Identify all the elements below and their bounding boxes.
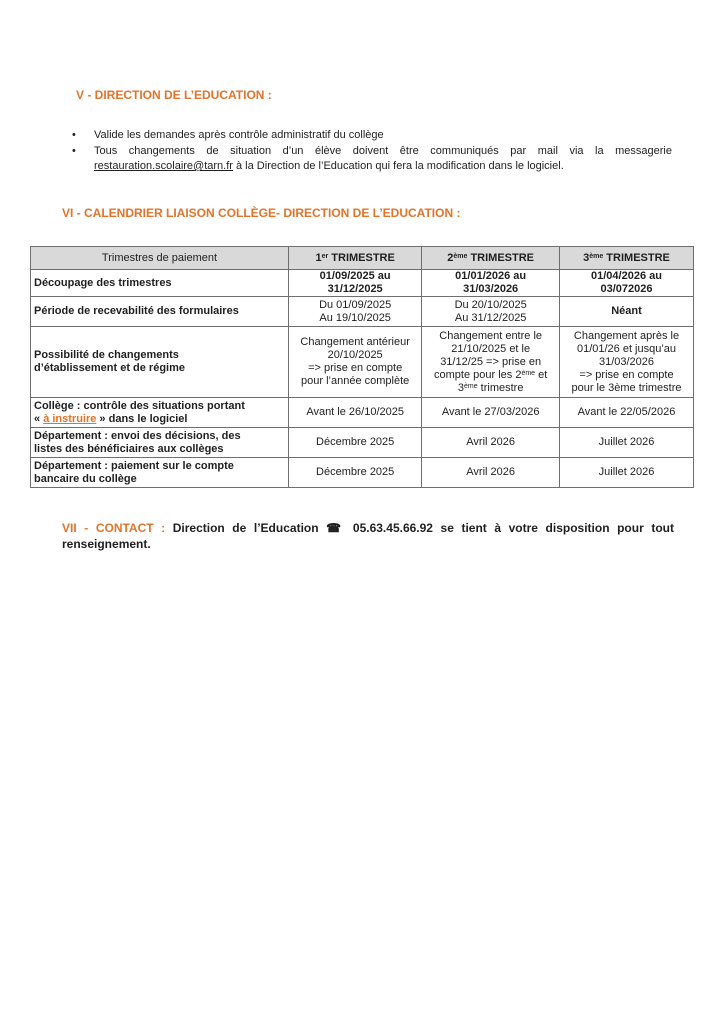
table-cell: Avant le 27/03/2026 <box>422 398 560 428</box>
header-trimestre-3: 3ème TRIMESTRE <box>560 247 694 270</box>
row-label: Possibilité de changements d’établissement et de régime <box>31 327 289 398</box>
table-row <box>31 327 694 398</box>
table-row <box>31 297 694 327</box>
table-cell: Avril 2026 <box>422 458 560 488</box>
email-link[interactable]: restauration.scolaire@tarn.fr <box>94 160 233 172</box>
table-cell: Juillet 2026 <box>560 458 694 488</box>
table-cell: Avril 2026 <box>422 428 560 458</box>
table-cell: Du 01/09/2025 Au 19/10/2025 <box>289 297 422 327</box>
table-cell: Changement entre le 21/10/2025 et le 31/12/25 => prise en compte pour les 2ème et 3ème trimestre <box>422 327 560 398</box>
row-label: Découpage des trimestres <box>31 270 289 297</box>
section-vii-title: VII - CONTACT : <box>62 521 166 535</box>
table-row <box>31 458 694 488</box>
table-cell: 01/01/2026 au 31/03/2026 <box>422 270 560 297</box>
table-cell: Juillet 2026 <box>560 428 694 458</box>
table-cell: Avant le 26/10/2025 <box>289 398 422 428</box>
section-vii-contact: VII - CONTACT : Direction de l’Education ☎ 05.63.45.66.92 se tient à votre disposition pour tout renseignement. <box>62 521 674 551</box>
table-cell: Avant le 22/05/2026 <box>560 398 694 428</box>
section-v-bullets <box>72 128 672 175</box>
row-label: Période de recevabilité des formulaires <box>31 297 289 327</box>
a-instruire-link: à instruire <box>43 412 97 425</box>
table-row <box>31 428 694 458</box>
row-label: Département : paiement sur le compte bancaire du collège <box>31 458 289 488</box>
header-trimestre-1: 1er TRIMESTRE <box>289 247 422 270</box>
table-cell: 01/09/2025 au 31/12/2025 <box>289 270 422 297</box>
table-cell: 01/04/2026 au 03/072026 <box>560 270 694 297</box>
table-header-row <box>31 247 694 270</box>
bullet-item <box>72 128 672 143</box>
bullet-text: Valide les demandes après contrôle administratif du collège <box>94 129 384 141</box>
row-label: Collège : contrôle des situations portant « à instruire » dans le logiciel <box>31 398 289 428</box>
phone-icon: ☎ <box>326 521 346 535</box>
table-cell: Du 20/10/2025 Au 31/12/2025 <box>422 297 560 327</box>
table-cell: Décembre 2025 <box>289 428 422 458</box>
table-row <box>31 270 694 297</box>
table-cell: Changement après le 01/01/26 et jusqu’au 31/03/2026 => prise en compte pour le 3ème trimestre <box>560 327 694 398</box>
header-trimestre-2: 2ème TRIMESTRE <box>422 247 560 270</box>
header-trimestres: Trimestres de paiement <box>31 247 289 270</box>
calendar-table <box>30 246 694 488</box>
section-v-title: V - DIRECTION DE L’EDUCATION : <box>76 88 272 102</box>
bullet-text-tail: à la Direction de l’Education qui fera la modification dans le logiciel. <box>232 160 564 172</box>
row-label: Département : envoi des décisions, des listes des bénéficiaires aux collèges <box>31 428 289 458</box>
section-vi-title: VI - CALENDRIER LIAISON COLLÈGE- DIRECTION DE L’EDUCATION : <box>62 206 461 220</box>
table-cell: Changement antérieur 20/10/2025 => prise en compte pour l’année complète <box>289 327 422 398</box>
bullet-text: Tous changements de situation d’un élève doivent être communiqués par mail via la messagerie <box>94 145 672 157</box>
table-cell: Décembre 2025 <box>289 458 422 488</box>
table-row <box>31 398 694 428</box>
bullet-item <box>72 144 672 174</box>
table-cell: Néant <box>560 297 694 327</box>
